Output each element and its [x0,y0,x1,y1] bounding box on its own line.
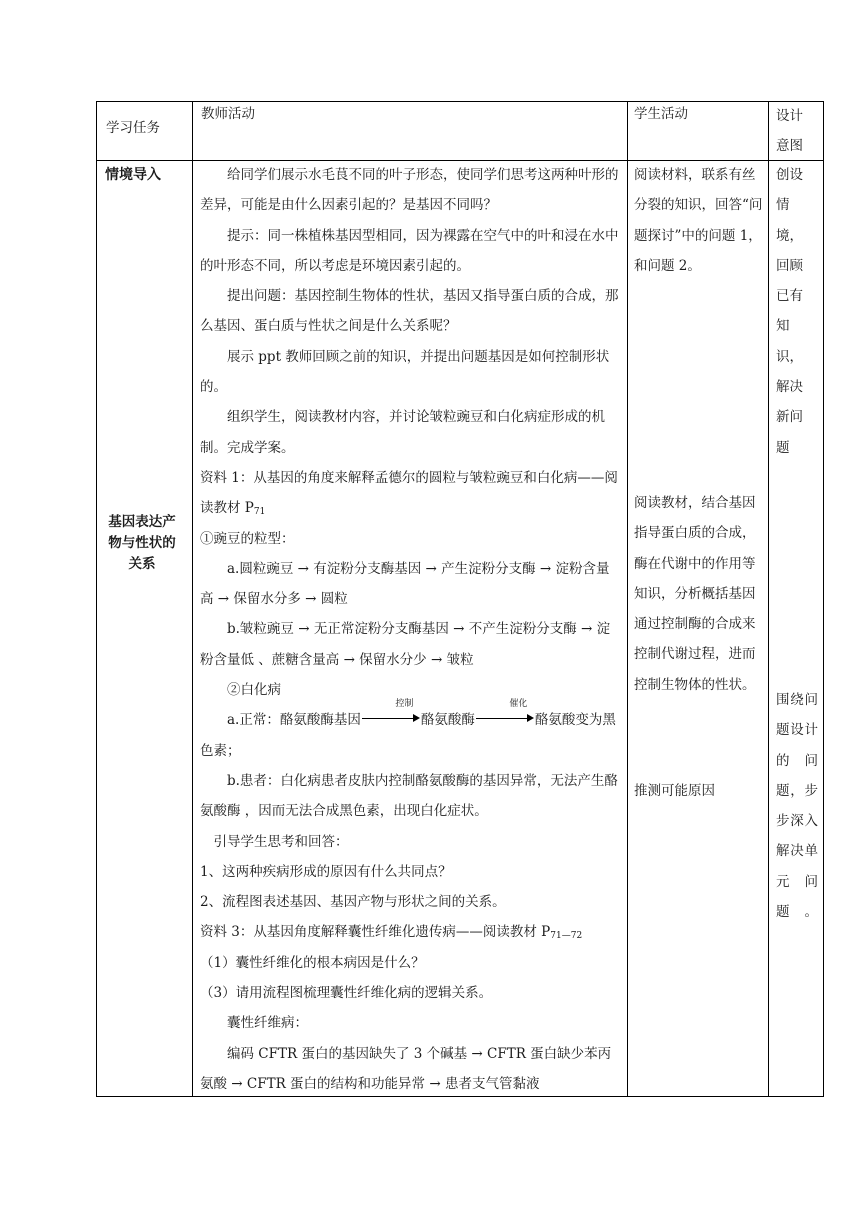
column-divider [192,102,193,1096]
pea-round-chain: a.圆粒豌豆 → 有淀粉分支酶基因 → 产生淀粉分支酶 → 淀粉含量高 → 保留水分多 → 圆粒 [200,560,610,608]
header-student: 学生活动 [634,106,688,122]
material-3-heading [200,917,622,947]
material-3-text: 资料 3：从基因角度解释囊性纤维化遗传病——阅读教材 P [200,924,551,941]
question-1: 1、这两种疾病形成的原因有什么共同点？ [200,863,452,880]
task-situation-intro: 情境导入 [105,167,161,183]
column-divider [627,102,628,1096]
cf-question-1: （1）囊性纤维化的根本病因是什么？ [200,954,425,971]
teacher-para-2: 提示：同一株植株基因型相同，因为裸露在空气中的叶和浸在水中的叶形态不同，所以考虑是环境因素引起的。 [200,227,619,274]
teacher-para-5: 组织学生，阅读教材内容，并讨论皱粒豌豆和白化病症形成的机制。完成学案。 [200,409,605,456]
teacher-activity [200,160,622,1099]
albino-title: ②白化病 [227,682,281,699]
cf-chain: 编码 CFTR 蛋白的基因缺失了 3 个碱基 → CFTR 蛋白缺少苯丙氨酸 → CFTR 蛋白的结构和功能异常 → 患者支气管黏液 [200,1045,612,1092]
header-design: 设计意图 [776,108,803,154]
teacher-para-3: 提出问题：基因控制生物体的性状，基因又指导蛋白质的合成，那么基因、蛋白质与性状之间是什么关系呢？ [200,288,619,335]
catalyze-arrow [476,699,534,725]
material-1-heading [200,463,622,524]
lesson-plan-table [96,101,824,1097]
student-activity-3: 推测可能原因 [634,783,715,799]
design-intent-2: 围绕问题设计的问题，步步深入解决单元问题。 [776,692,818,921]
control-arrow [362,699,420,725]
pea-wrinkled-chain: b.皱粒豌豆 → 无正常淀粉分支酶基因 → 不产生淀粉分支酶 → 淀粉含量低 、蔗糖含量高 → 保留水分少 → 皱粒 [200,621,611,668]
student-activity-1: 阅读材料，联系有丝分裂的知识，回答“问题探讨”中的问题 1，和问题 2。 [634,167,763,274]
teacher-para-4: 展示 ppt 教师回顾之前的知识，并提出问题基因是如何控制形状的。 [200,348,610,396]
control-arrow-label: 控制 [395,699,414,710]
cf-question-3: （3）请用流程图梳理囊性纤维化病的逻辑关系。 [200,985,493,1002]
albino-normal-suffix: 酪氨酸变为黑色素； [200,712,616,759]
header-teacher: 教师活动 [201,106,255,122]
albino-normal-prefix: a.正常：酪氨酸酶基因 [227,712,361,729]
cf-title: 囊性纤维病： [227,1015,308,1032]
material-1-page: 71 [253,507,266,518]
student-activity-2: 阅读教材，结合基因指导蛋白质的合成，酶在代谢中的作用等知识，分析概括基因通过控制酶的合成来控制代谢过程，进而控制生物体的性状。 [634,495,756,693]
material-1-text: 资料 1：从基因的角度来解释孟德尔的圆粒与皱粒豌豆和白化病——阅读教材 P [200,469,618,517]
albino-patient: b.患者：白化病患者皮肤内控制酪氨酸酶的基因异常，无法产生酪氨酸酶 ，因而无法合成黑色素，出现白化症状。 [200,772,618,820]
question-2: 2、流程图表述基因、基因产物与形状之间的关系。 [200,894,506,911]
albino-normal-enzyme: 酪氨酸酶 [420,712,475,729]
guide-text: 引导学生思考和回答： [213,833,349,850]
pea-title: ①豌豆的粒型： [200,530,295,547]
header-task: 学习任务 [106,120,160,136]
design-intent-1: 创设情境，回顾已有知识，解决新问题 [776,167,803,456]
albino-normal [200,699,622,766]
task-gene-expression: 基因表达产物与性状的关系 [108,514,176,572]
material-3-page: 71—72 [550,931,583,942]
catalyze-arrow-label: 催化 [509,699,528,710]
column-divider [768,102,769,1096]
teacher-para-1: 给同学们展示水毛茛不同的叶子形态，使同学们思考这两种叶形的差异，可能是由什么因素引起的？是基因不同吗？ [200,167,619,214]
